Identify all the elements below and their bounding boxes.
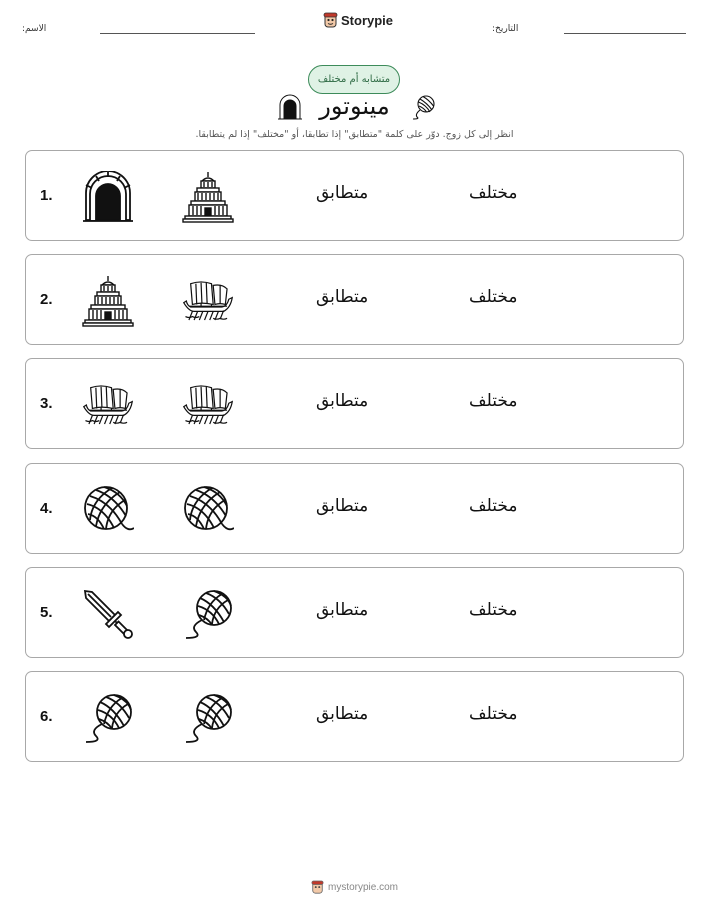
exercise-row: [25, 567, 684, 658]
different-option[interactable]: مختلف: [469, 391, 518, 411]
different-option[interactable]: مختلف: [469, 704, 518, 724]
sailing-ship-icon: [182, 275, 234, 327]
worksheet-type-badge: متشابه أم مختلف: [308, 65, 400, 94]
row-number: 1.: [40, 187, 53, 204]
row-number: 6.: [40, 708, 53, 725]
name-label: الاسم:: [22, 24, 47, 34]
different-option[interactable]: مختلف: [469, 183, 518, 203]
same-option[interactable]: متطابق: [316, 704, 369, 724]
arch-doorway-icon: [82, 171, 134, 223]
brand-name: Storypie: [341, 13, 394, 28]
storypie-logo: [323, 12, 393, 29]
yarn-ball-thread-icon: [82, 692, 134, 744]
yarn-ball-icon: [182, 484, 234, 536]
name-line[interactable]: [100, 33, 255, 34]
worksheet-title: مينوتور: [319, 92, 390, 120]
yarn-ball-thread-icon: [410, 94, 436, 120]
date-label: التاريخ:: [492, 24, 519, 34]
row-number: 3.: [40, 395, 53, 412]
mascot-icon: [311, 880, 324, 895]
exercise-row: [25, 463, 684, 554]
same-option[interactable]: متطابق: [316, 600, 369, 620]
same-option[interactable]: متطابق: [316, 391, 369, 411]
sailing-ship-icon: [182, 379, 234, 431]
same-option[interactable]: متطابق: [316, 183, 369, 203]
tiered-temple-icon: [182, 171, 234, 223]
yarn-ball-thread-icon: [182, 588, 234, 640]
yarn-ball-thread-icon: [182, 692, 234, 744]
date-line[interactable]: [564, 33, 686, 34]
different-option[interactable]: مختلف: [469, 496, 518, 516]
row-number: 5.: [40, 604, 53, 621]
instructions: انظر إلى كل زوج. دوّر على كلمة "متطابق" إذا تطابقا، أو "مختلف" إذا لم يتطابقا.: [195, 129, 514, 140]
sword-icon: [82, 588, 134, 640]
different-option[interactable]: مختلف: [469, 287, 518, 307]
exercise-row: [25, 671, 684, 762]
different-option[interactable]: مختلف: [469, 600, 518, 620]
row-number: 2.: [40, 291, 53, 308]
sailing-ship-icon: [82, 379, 134, 431]
same-option[interactable]: متطابق: [316, 287, 369, 307]
yarn-ball-icon: [82, 484, 134, 536]
tiered-temple-icon: [82, 275, 134, 327]
exercise-row: [25, 150, 684, 241]
mascot-icon: [323, 12, 338, 29]
exercise-row: [25, 254, 684, 345]
exercise-row: [25, 358, 684, 449]
row-number: 4.: [40, 500, 53, 517]
same-option[interactable]: متطابق: [316, 496, 369, 516]
footer: [0, 880, 709, 895]
footer-site: mystorypie.com: [327, 882, 398, 893]
